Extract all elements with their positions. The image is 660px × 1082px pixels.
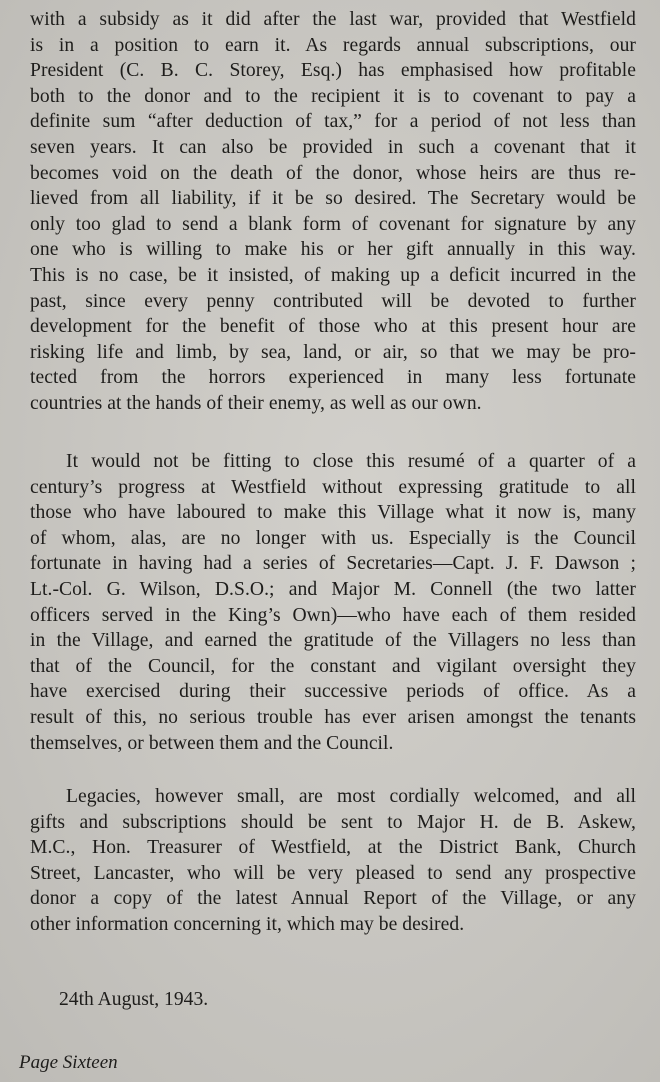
text-line: seven years. It can also be provided in such a covenant that it [30, 136, 636, 158]
body-paragraph [30, 784, 636, 938]
text-line: becomes void on the death of the donor, whose heirs are thus re- [30, 162, 636, 184]
text-line: is in a position to earn it. As regards annual subscriptions, our [30, 34, 636, 56]
text-line: century’s progress at Westfield without expressing gratitude to all [30, 476, 636, 498]
text-line: Legacies, however small, are most cordially welcomed, and all [66, 786, 636, 807]
text-line: in the Village, and earned the gratitude of the Villagers no less than [30, 630, 636, 652]
text-line: both to the donor and to the recipient it is to covenant to pay a [30, 85, 636, 107]
text-line: one who is willing to make his or her gift annually in this way. [30, 239, 636, 261]
text-line: those who have laboured to make this Village what it now is, many [30, 502, 636, 524]
text-line: definite sum “after deduction of tax,” for a period of not less than [30, 111, 636, 133]
text-line: lieved from all liability, if it be so desired. The Secretary would be [30, 188, 636, 210]
text-line: It would not be fitting to close this resumé of a quarter of a [66, 451, 636, 472]
text-line: Lt.-Col. G. Wilson, D.S.O.; and Major M. Connell (the two latter [30, 578, 636, 600]
text-line: M.C., Hon. Treasurer of Westfield, at the District Bank, Church [30, 837, 636, 859]
text-line: countries at the hands of their enemy, as well as our own. [30, 392, 482, 414]
text-line: tected from the horrors experienced in many less fortunate [30, 367, 636, 389]
text-line: only too glad to send a blank form of covenant for signature by any [30, 213, 636, 235]
text-line: risking life and limb, by sea, land, or air, so that we may be pro- [30, 341, 636, 363]
text-line: of whom, alas, are no longer with us. Especially is the Council [30, 527, 636, 549]
text-line: with a subsidy as it did after the last war, provided that Westfield [30, 9, 636, 30]
page-number-footer: Page Sixteen [19, 1052, 118, 1073]
text-line: result of this, no serious trouble has ever arisen amongst the tenants [30, 706, 636, 728]
text-line: gifts and subscriptions should be sent to Major H. de B. Askew, [30, 811, 636, 833]
body-paragraph [30, 7, 636, 417]
body-paragraph [30, 449, 636, 756]
text-line: This is no case, be it insisted, of making up a deficit incurred in the [30, 264, 636, 286]
text-line: Street, Lancaster, who will be very pleased to send any prospective [30, 862, 636, 884]
text-line: that of the Council, for the constant and vigilant oversight they [30, 655, 636, 677]
text-line: other information concerning it, which may be desired. [30, 913, 465, 935]
text-line: themselves, or between them and the Council. [30, 732, 394, 754]
text-line: development for the benefit of those who at this present hour are [30, 316, 636, 338]
text-line: have exercised during their successive periods of office. As a [30, 681, 636, 703]
text-line: officers served in the King’s Own)—who have each of them resided [30, 604, 636, 626]
text-line: donor a copy of the latest Annual Report of the Village, or any [30, 888, 636, 910]
text-line: President (C. B. C. Storey, Esq.) has emphasised how profitable [30, 60, 636, 82]
document-date: 24th August, 1943. [59, 989, 209, 1010]
text-line: past, since every penny contributed will be devoted to further [30, 290, 636, 312]
text-line: fortunate in having had a series of Secretaries—Capt. J. F. Dawson ; [30, 553, 636, 575]
